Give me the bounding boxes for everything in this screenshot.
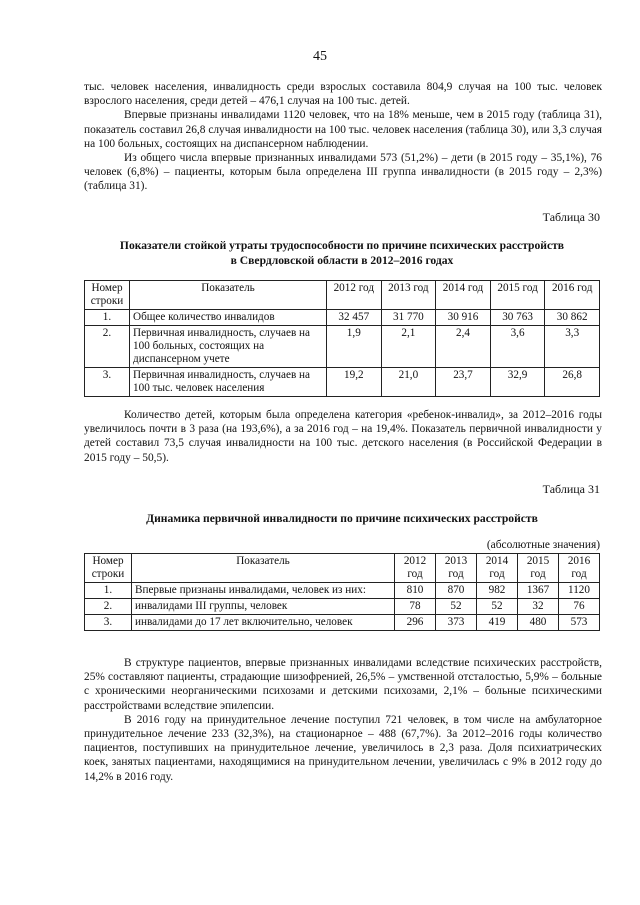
paragraph: Впервые признаны инвалидами 1120 человек, что на 18% меньше, чем в 2015 году (таблица 31), показатель составил 26,8 случая инвалидности на 100 тыс. человек населения (таблица 30), или 3,3 случая на 100 больных, состоящих на диспансерном наблюдении. bbox=[84, 109, 602, 150]
table-cell: 1,9 bbox=[327, 326, 382, 368]
table30 bbox=[84, 280, 600, 397]
table-cell: 32 457 bbox=[327, 310, 382, 326]
table-cell: 32,9 bbox=[490, 368, 545, 397]
table-cell: 21,0 bbox=[381, 368, 436, 397]
header-cell: 2014 год bbox=[477, 554, 518, 583]
table31-title: Динамика первичной инвалидности по причине психических расстройств bbox=[146, 512, 538, 525]
paragraph: В 2016 году на принудительное лечение поступил 721 человек, в том числе на амбулаторное принудительное лечение 233 (32,3%), на стационарное – 488 (67,7%). За 2012–2016 годы количество пациентов, поступивших на принудительное лечение, увеличилось в 2,3 раза. Доля психиатрических коек, занятых пациентами, находящимися на принудительном лечении, увеличилась с 9% в 2012 году до 14,2% в 2016 году. bbox=[84, 713, 602, 783]
row-number: 2. bbox=[85, 599, 132, 615]
row-number: 3. bbox=[85, 368, 130, 397]
header-cell: 2016 год bbox=[559, 554, 600, 583]
header-cell: 2016 год bbox=[545, 281, 600, 310]
header-cell: 2013 год bbox=[436, 554, 477, 583]
table-cell: 3,6 bbox=[490, 326, 545, 368]
table-row bbox=[85, 615, 600, 631]
header-cell: Показатель bbox=[130, 281, 327, 310]
table-cell: 1367 bbox=[518, 583, 559, 599]
table-cell: 1120 bbox=[559, 583, 600, 599]
table-cell: 23,7 bbox=[436, 368, 491, 397]
intro-text bbox=[84, 80, 602, 194]
header-cell: 2014 год bbox=[436, 281, 491, 310]
header-cell: 2015 год bbox=[490, 281, 545, 310]
row-label: инвалидами III группы, человек bbox=[132, 599, 395, 615]
paragraph: тыс. человек населения, инвалидность среди взрослых составила 804,9 случая на 100 тыс. человек взрослого населения, среди детей – 476,1 случая на 100 тыс. детей. bbox=[84, 81, 602, 108]
table-cell: 30 862 bbox=[545, 310, 600, 326]
table-row bbox=[85, 310, 600, 326]
table30-label: Таблица 30 bbox=[542, 210, 600, 224]
paragraph: Из общего числа впервые признанных инвалидами 573 (51,2%) – дети (в 2015 году – 35,1%), 76 человек (6,8%) – пациенты, которым была определена III группа инвалидности (в 2015 году – 2,3%) (таблица 31). bbox=[84, 152, 602, 193]
header-cell: 2013 год bbox=[381, 281, 436, 310]
table-cell: 52 bbox=[436, 599, 477, 615]
table31 bbox=[84, 553, 600, 631]
row-number: 1. bbox=[85, 583, 132, 599]
table-cell: 810 bbox=[395, 583, 436, 599]
table-cell: 419 bbox=[477, 615, 518, 631]
row-label: Первичная инвалидность, случаев на 100 больных, состоящих на диспансерном учете bbox=[130, 326, 327, 368]
table-cell: 982 bbox=[477, 583, 518, 599]
table-cell: 30 763 bbox=[490, 310, 545, 326]
table-cell: 31 770 bbox=[381, 310, 436, 326]
table-cell: 373 bbox=[436, 615, 477, 631]
table-cell: 480 bbox=[518, 615, 559, 631]
table-cell: 32 bbox=[518, 599, 559, 615]
table-row bbox=[85, 599, 600, 615]
table-cell: 573 bbox=[559, 615, 600, 631]
table-cell: 30 916 bbox=[436, 310, 491, 326]
table-cell: 76 bbox=[559, 599, 600, 615]
table-cell: 296 bbox=[395, 615, 436, 631]
table-cell: 78 bbox=[395, 599, 436, 615]
table-cell: 3,3 bbox=[545, 326, 600, 368]
row-label: Общее количество инвалидов bbox=[130, 310, 327, 326]
table-cell: 26,8 bbox=[545, 368, 600, 397]
paragraph: В структуре пациентов, впервые признанных инвалидами вследствие психических расстройств, 25% составляют пациенты, страдающие шизофренией, 26,5% – умственной отсталостью, 5,9% – больные с хроническими неорганическими психозами и детскими психозами, 2,1% – больные психическими расстройствами вследствие эпилепсии. bbox=[84, 657, 602, 712]
paragraph: Количество детей, которым была определена категория «ребенок-инвалид», за 2012–2016 годы увеличилось почти в 3 раза (на 193,6%), а за 2016 год – на 19,4%. Показатель первичной инвалидности у детей составил 73,5 случая инвалидности на 100 тыс. детского населения (в Российской Федерации в 2015 году – 50,5). bbox=[84, 409, 602, 464]
header-cell: 2015 год bbox=[518, 554, 559, 583]
row-label: Впервые признаны инвалидами, человек из них: bbox=[132, 583, 395, 599]
row-number: 2. bbox=[85, 326, 130, 368]
table-cell: 19,2 bbox=[327, 368, 382, 397]
table-row bbox=[85, 583, 600, 599]
header-cell: 2012 год bbox=[327, 281, 382, 310]
outro-text bbox=[84, 656, 602, 784]
row-label: инвалидами до 17 лет включительно, человек bbox=[132, 615, 395, 631]
table-row bbox=[85, 326, 600, 368]
table-cell: 870 bbox=[436, 583, 477, 599]
middle-text bbox=[84, 408, 602, 465]
table30-title-line1: Показатели стойкой утраты трудоспособности по причине психических расстройств bbox=[119, 239, 565, 252]
table31-label: Таблица 31 bbox=[542, 482, 600, 496]
row-label: Первичная инвалидность, случаев на 100 тыс. человек населения bbox=[130, 368, 327, 397]
table-cell: 2,1 bbox=[381, 326, 436, 368]
header-cell: Показатель bbox=[132, 554, 395, 583]
header-cell: 2012 год bbox=[395, 554, 436, 583]
page-number: 45 bbox=[313, 49, 327, 64]
table-header-row bbox=[85, 554, 600, 583]
row-number: 1. bbox=[85, 310, 130, 326]
table31-units: (абсолютные значения) bbox=[486, 539, 600, 551]
header-cell: Номер строки bbox=[85, 281, 130, 310]
table30-title-line2: в Свердловской области в 2012–2016 годах bbox=[230, 254, 454, 267]
header-cell: Номер строки bbox=[85, 554, 132, 583]
table-row bbox=[85, 368, 600, 397]
row-number: 3. bbox=[85, 615, 132, 631]
table30-title bbox=[80, 238, 604, 268]
table-cell: 2,4 bbox=[436, 326, 491, 368]
table-header-row bbox=[85, 281, 600, 310]
table-cell: 52 bbox=[477, 599, 518, 615]
